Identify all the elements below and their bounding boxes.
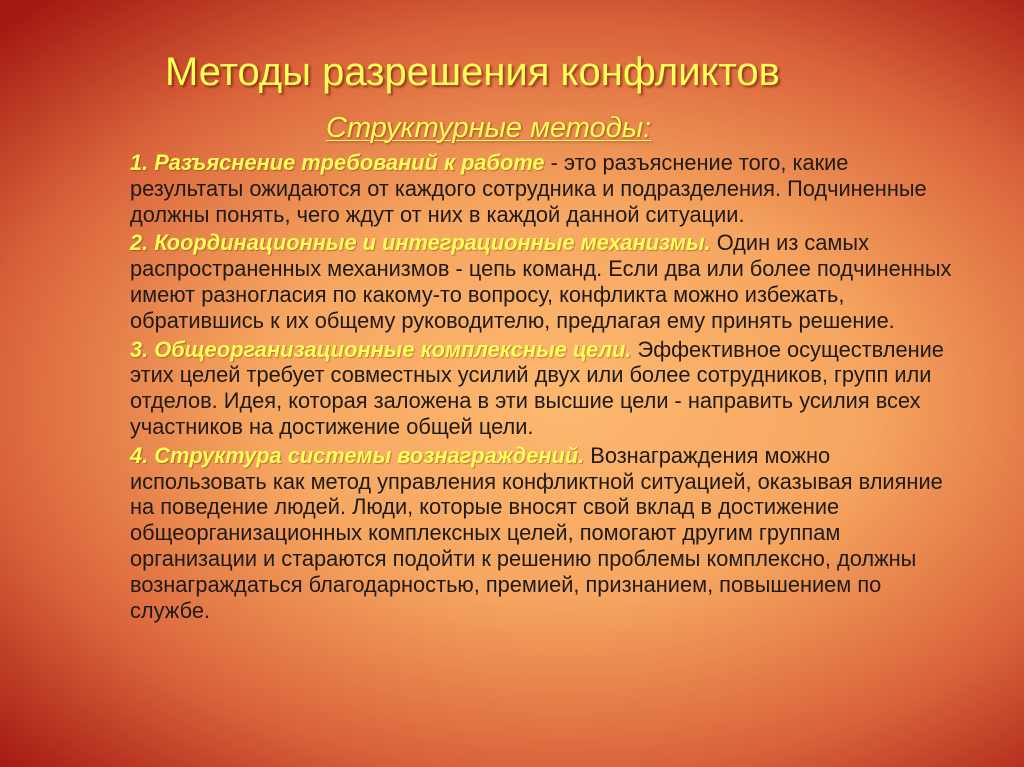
method-item-1-heading: 1. Разъяснение требований к работе [130, 150, 545, 175]
slide-subtitle: Структурные методы: [326, 112, 652, 144]
method-item-2-heading: 2. Координационные и интеграционные механизмы. [130, 230, 711, 256]
method-item-1-text: - это разъяснение того, какие результаты ожидаются от каждого сотрудника и подразделения. Подчиненные должны понять, чего ждут от них в каждой данной ситуации. [130, 150, 927, 227]
method-item-2-text: Один из самых распространенных механизмов - цепь команд. Если два или более подчиненных имеют разногласия по какому-то вопросу, конфликта можно избежать, обратившись к их общему руководителю, предлагая ему принять решение. [130, 230, 952, 333]
method-item-1 [130, 150, 960, 227]
method-item-4 [130, 443, 960, 624]
method-item-3 [130, 337, 960, 440]
method-item-4-heading: 4. Структура системы вознаграждений. [130, 442, 585, 468]
method-item-3-text: Эффективное осуществление этих целей требует совместных усилий двух или более сотрудников, групп или отделов. Идея, которая заложена в эти высшие цели - направить усилия всех участников на достижение общей цели. [130, 336, 944, 439]
method-item-4-text: Вознаграждения можно использовать как метод управления конфликтной ситуацией, оказывая влияние на поведение людей. Люди, которые вносят свой вклад в достижение общеорганизационных комплексных целей, помогают другим группам организации и стараются подойти к решению проблемы комплексно, должны вознаграждаться благодарностью, премией, признанием, повышением по службе. [130, 442, 943, 623]
method-item-2 [130, 230, 960, 333]
method-item-3-heading: 3. Общеорганизационные комплексные цели. [130, 336, 632, 362]
slide-body [130, 150, 960, 626]
slide-title: Методы разрешения конфликтов [165, 50, 780, 94]
